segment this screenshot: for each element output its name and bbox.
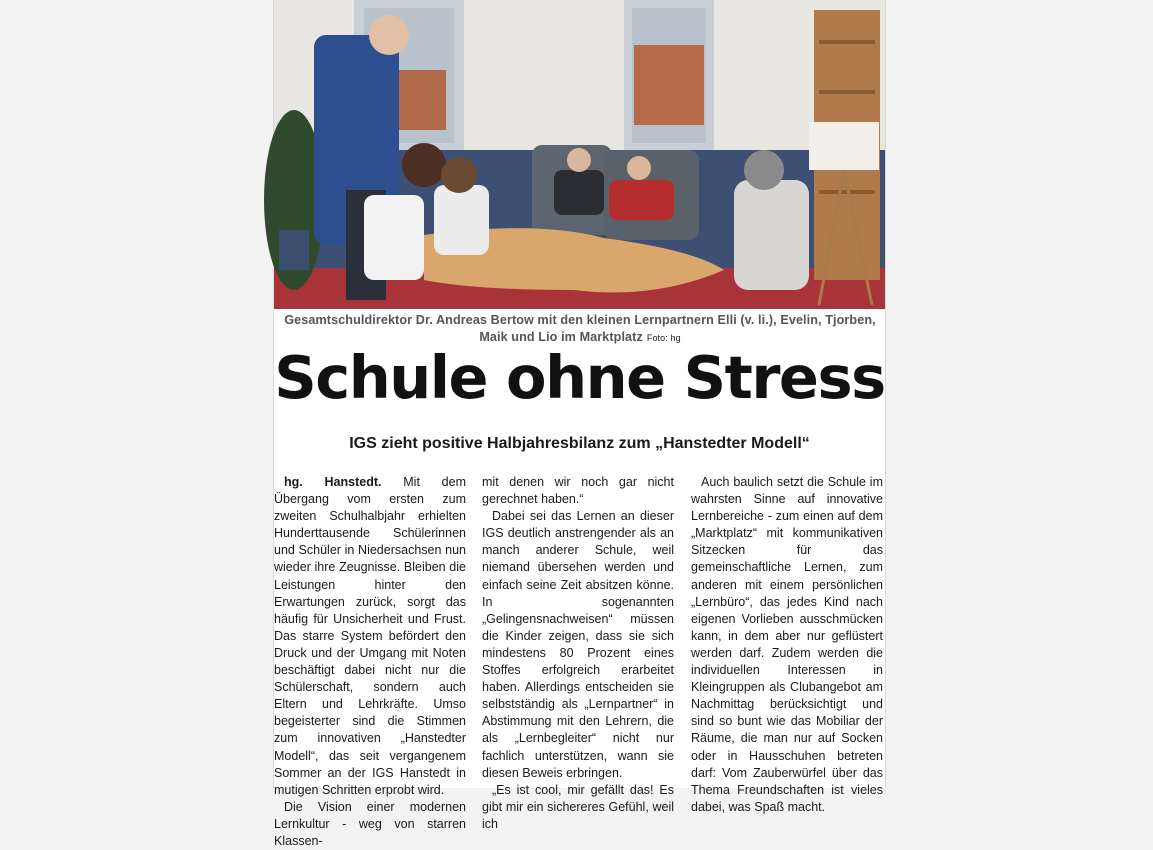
newspaper-page: [273, 0, 886, 848]
article-column-3: [691, 474, 883, 814]
classroom-photo: [274, 0, 885, 309]
column-1-paragraph-1-text: Mit dem Übergang vom ersten zum zweiten Schulhalbjahr erhielten Hunderttausende Schülerinnen und Schüler in Niedersachsen nun wieder ihre Zeugnisse. Bleiben die Leistungen hinter den Erwartungen zurück, sorgt das häufig für Unsicherheit und Frust. Das starre System befördert den Druck und der Umgang mit Noten beschäftigt dabei nicht nur die Schülerschaft, sondern auch Eltern und Lehrkräfte. Umso begeisterter sind die Stimmen zum innovativen „Hanstedter Modell“, das seit vergangenem Sommer an der IGS Hanstedt in mutigen Schritten erprobt wird.: [274, 475, 466, 797]
article-column-1: [274, 474, 466, 848]
column-2-paragraph-3: „Es ist cool, mir gefällt das! Es gibt mir ein sichereres Gefühl, weil ich: [482, 782, 674, 831]
dateline: hg. Hanstedt.: [284, 475, 382, 489]
photo-credit: Foto: hg: [646, 333, 681, 343]
column-1-paragraph-2: Die Vision einer modernen Lernkultur - weg von starren Klassen-: [274, 799, 466, 848]
column-3-paragraph-1: Auch baulich setzt die Schule im wahrsten Sinne auf innovative Lernbereiche - zum einen auf dem „Marktplatz“ mit kommunikativen Sitzecken für das gemeinschaftliche Lernen, zum anderen mit einem persönlichen „Lernbüro“, das jedes Kind nach eigenen Vorlieben ausschmücken kann, in dem aber nur geflüstert werden darf. Zudem werden die individuellen Interessen in Kleingruppen als Clubangebot am Nachmittag berücksichtigt und sind so bunt wie das Mobiliar der Räume, die man nur auf Socken oder in Hausschuhen betreten darf: Vom Zauberwürfel über das Thema Freundschaften ist vieles dabei, was Spaß macht.: [691, 475, 883, 814]
caption-text: Gesamtschuldirektor Dr. Andreas Bertow mit den kleinen Lernpartnern Elli (v. li.), Evelin, Tjorben, Maik und Lio im Marktplatz: [284, 313, 876, 344]
column-2-paragraph-1: mit denen wir noch gar nicht gerechnet haben.“: [482, 475, 674, 507]
article-subheadline: IGS zieht positive Halbjahresbilanz zum „Hanstedter Modell“: [349, 435, 810, 452]
column-1-paragraph-1: [274, 474, 466, 799]
article-column-2: [482, 474, 674, 831]
column-2-paragraph-2: Dabei sei das Lernen an dieser IGS deutlich anstrengender als an manch anderer Schule, weil niemand übersehen werden und einfach seine Zeit absitzen könne. In sogenannten „Gelingensnachweisen“ müssen die Kinder zeigen, dass sie sich mindestens 80 Prozent eines Stoffes erfolgreich erarbeitet haben. Allerdings entscheiden sie selbstständig als „Lernpartner“ in Abstimmung mit den Lehrern, die als „Lernbegleiter“ nicht nur fachlich unterstützen, wann sie diesen Beweis erbringen.: [482, 509, 674, 780]
article-headline: Schule ohne Stress: [274, 343, 885, 412]
